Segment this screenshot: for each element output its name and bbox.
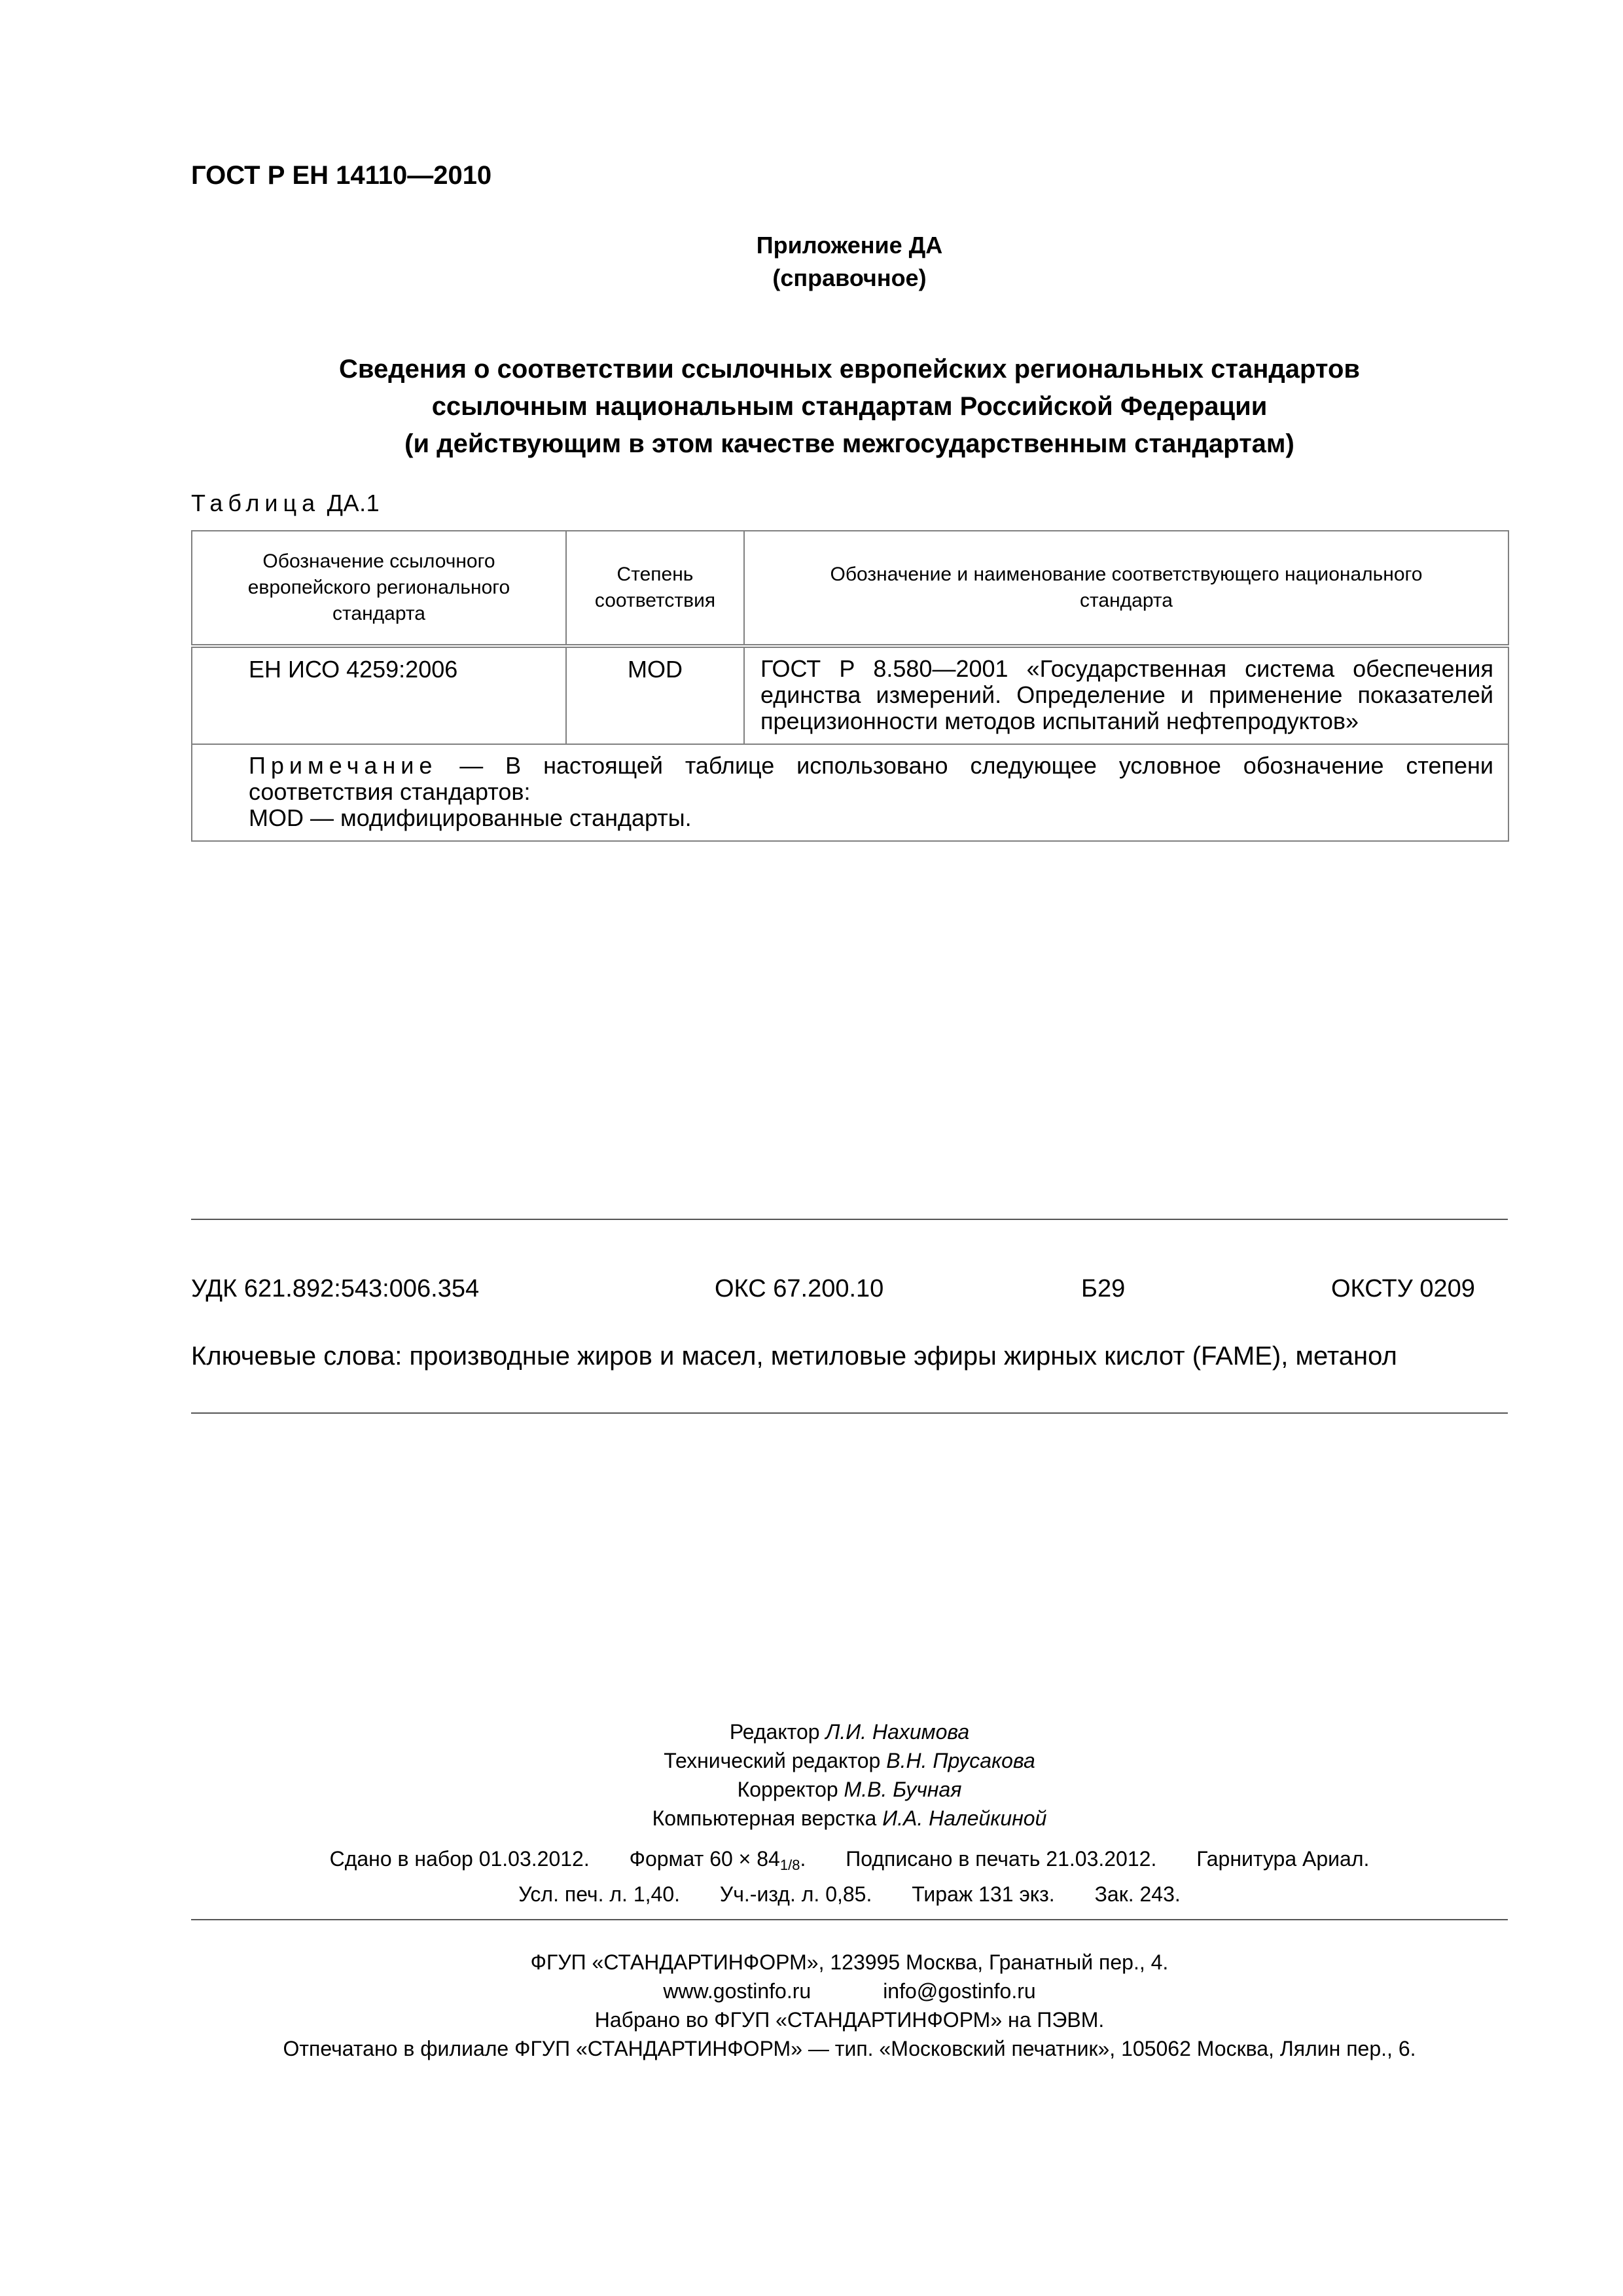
credit-corrector: Корректор М.В. Бучная	[737, 1778, 962, 1801]
okstu-code: ОКСТУ 0209	[1331, 1275, 1475, 1302]
format-fraction: 1/8	[779, 1857, 800, 1873]
appendix-title	[191, 351, 1508, 463]
note-line-2: MOD — модифицированные стандарты.	[249, 804, 692, 831]
correspondence-table	[191, 530, 1509, 842]
note-text: — В настоящей таблице использовано следующее условное обозначение степени соответствия стандартов:	[249, 752, 1493, 805]
divider-keywords	[191, 1412, 1508, 1414]
oks-code: ОКС 67.200.10	[715, 1275, 884, 1302]
table-header-row	[192, 531, 1508, 646]
publisher-email-link[interactable]: info@gostinfo.ru	[883, 1979, 1036, 2003]
credit-editor: Редактор Л.И. Нахимова	[729, 1720, 970, 1744]
divider-print	[191, 1919, 1508, 1920]
publisher-typeset: Набрано во ФГУП «СТАНДАРТИНФОРМ» на ПЭВМ.	[594, 2008, 1105, 2032]
cell-national: ГОСТ Р 8.580—2001 «Государственная система обеспечения единства измерений. Определение и применение показателей прецизионности методов испытаний нефтепродуктов»	[744, 646, 1508, 744]
header-national: Обозначение и наименование соответствующего национального стандарта	[744, 531, 1508, 646]
title-line-3: (и действующим в этом качестве межгосударственным стандартам)	[404, 429, 1294, 458]
credits	[0, 1717, 1623, 1833]
title-line-1: Сведения о соответствии ссылочных европейских региональных стандартов	[339, 355, 1360, 384]
table-note-row	[192, 744, 1508, 841]
credit-layout: Компьютерная верстка И.А. Налейкиной	[652, 1806, 1047, 1830]
print-line-1: Сдано в набор 01.03.2012. Формат 60 × 841/8. Подписано в печать 21.03.2012. Гарнитура Ариал.	[329, 1847, 1370, 1873]
print-line-2: Усл. печ. л. 1,40. Уч.-изд. л. 0,85. Тираж 131 экз. Зак. 243.	[518, 1882, 1181, 1906]
publisher-website-link[interactable]: www.gostinfo.ru	[663, 1979, 812, 2003]
credit-tech-editor: Технический редактор В.Н. Прусакова	[664, 1749, 1035, 1772]
title-line-2: ссылочным национальным стандартам Российской Федерации	[431, 392, 1268, 421]
divider-top	[191, 1219, 1508, 1220]
b-code: Б29	[1081, 1275, 1126, 1302]
table-label-number: ДА.1	[327, 490, 380, 516]
publisher-contacts	[0, 1977, 1623, 2005]
publisher-printed: Отпечатано в филиале ФГУП «СТАНДАРТИНФОРМ» — тип. «Московский печатник», 105062 Москва, Лялин пер., 6.	[283, 2037, 1416, 2060]
print-info	[0, 1844, 1623, 1909]
format-value: Формат 60 × 841/8.	[629, 1847, 806, 1873]
note-prefix: Примечание	[249, 752, 438, 779]
appendix-heading	[0, 229, 1623, 295]
publisher-info	[0, 1948, 1623, 2063]
table-row	[192, 646, 1508, 744]
document-code: ГОСТ Р ЕН 14110—2010	[191, 161, 492, 190]
cell-designation: ЕН ИСО 4259:2006	[192, 646, 566, 744]
publisher-address: ФГУП «СТАНДАРТИНФОРМ», 123995 Москва, Гранатный пер., 4.	[530, 1950, 1169, 1974]
keywords: Ключевые слова: производные жиров и масел, метиловые эфиры жирных кислот (FAME), метанол	[191, 1342, 1397, 1371]
table-note	[192, 744, 1508, 841]
header-designation: Обозначение ссылочного европейского регионального стандарта	[192, 531, 566, 646]
cell-degree: MOD	[566, 646, 744, 744]
table-label	[191, 490, 380, 517]
udk-code: УДК 621.892:543:006.354	[191, 1275, 480, 1302]
header-degree: Степень соответствия	[566, 531, 744, 646]
appendix-name: Приложение ДА	[756, 232, 943, 259]
table-label-prefix: Таблица	[191, 490, 321, 516]
appendix-type: (справочное)	[772, 264, 927, 291]
